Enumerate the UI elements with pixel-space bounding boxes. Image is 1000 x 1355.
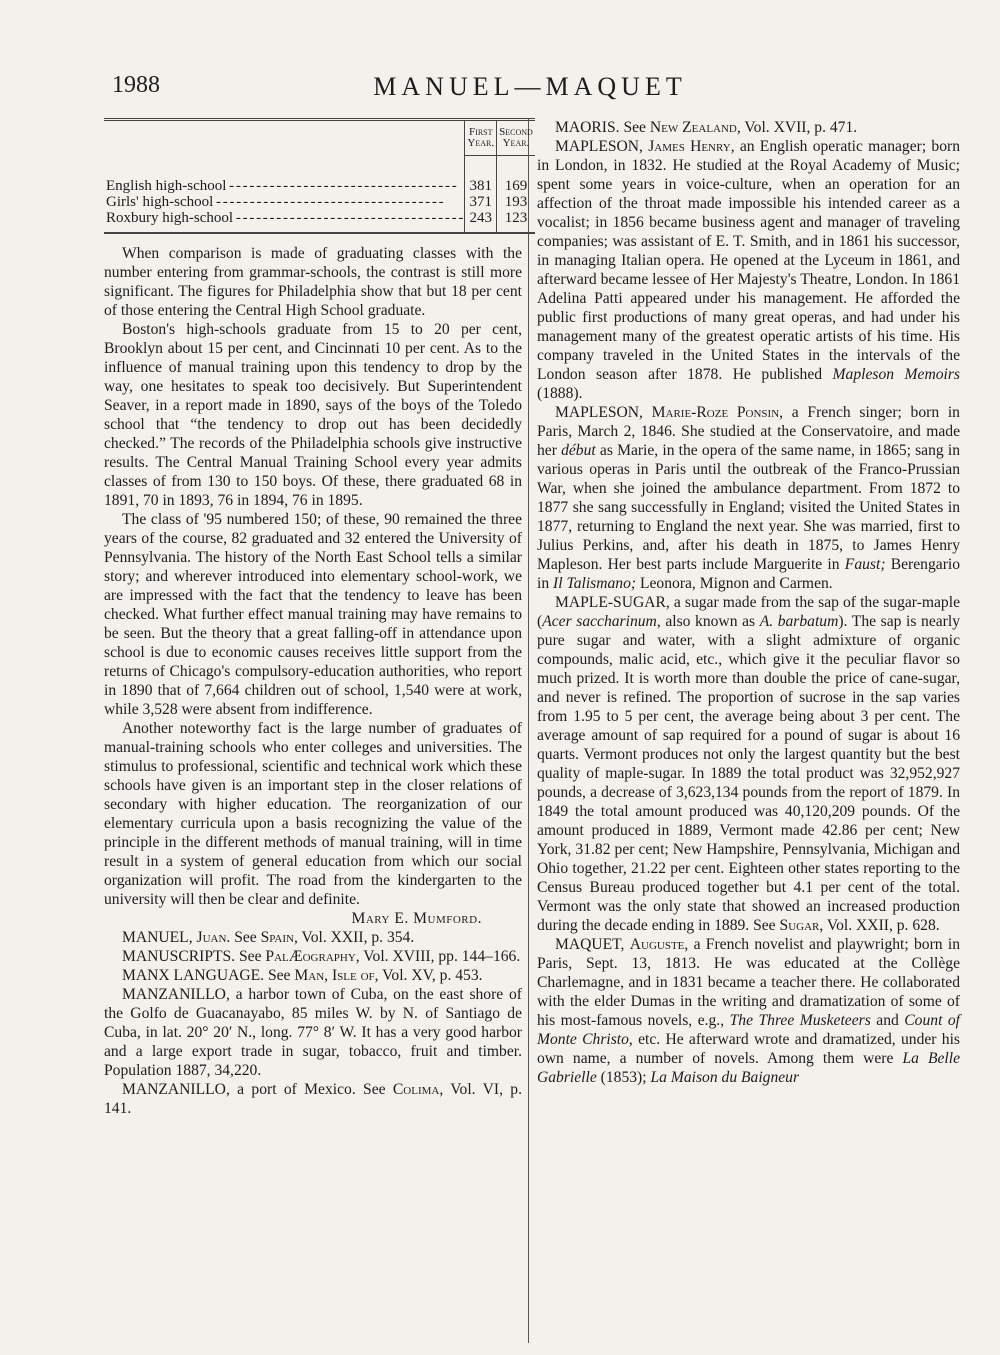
entry-mapleson-marie-roze: MAPLESON, Marie-Roze Ponsin, a French singer; born in Paris, March 2, 1846. She studied at the Conservatoire, and made her début as Marie, in the opera of the same name, in 1865; sang in various operas in Paris until the outbreak of the Franco-Prussian War, when she joined the ambulance department. From 1872 to 1877 she sang successfully in England; visited the United States in 1877, returning to England the next year. She was married, first to Julius Perkins, and, after his death in 1875, to James Henry Mapleson. Her best parts include Marguerite in Faust; Berengario in Il Talismano; Leonora, Mignon and Carmen. — [537, 404, 961, 592]
entry-manzanillo-mexico: MANZANILLO, a port of Mexico. See Colima, Vol. VI, p. 141. — [104, 1081, 522, 1117]
page-number: 1988 — [112, 72, 160, 98]
running-head: MANUEL—MAQUET — [373, 72, 687, 101]
entry-mapleson-james-henry: MAPLESON, James Henry, an English operatic manager; born in London, in 1832. He studied at the Royal Academy of Music; spent some years in voice-culture, when an operation for an affection of the throat made impossible his intended career as a vocalist; in 1856 became business agent and manager of traveling companies; was assistant of E. T. Smith, and in 1861 his successor, in managing Italian opera. He opened at the Lyceum in 1861, and afterward became lessee of Her Majesty's Theatre, London. In 1861 Adelina Patti appeared under his management. He afforded the public first productions of many great operas, and had under his management many of the greatest operatic artists of his time. His company traveled in the United States in the intervals of the London season after 1878. He published Mapleson Memoirs (1888). — [537, 138, 960, 402]
entry-manuscripts: MANUSCRIPTS. See PalÆography, Vol. XVIII, pp. 144–166. — [122, 948, 521, 965]
author-signature: Mary E. Mumford. — [351, 910, 482, 927]
table-row: Girls' high-school - - - 371 193 — [104, 194, 535, 210]
entry-manzanillo-cuba: MANZANILLO, a harbor town of Cuba, on the east shore of the Golfo de Guacanayabo, 85 miles W. by N. of Santiago de Cuba, in lat. 20° 20′ N., long. 77° 8′ W. It has a very good harbor and a large export trade in sugar, tobacco, fruit and timber. Population 1887, 34,220. — [104, 986, 522, 1079]
entry-manx-language: MANX LANGUAGE. See Man, Isle of, Vol. XV, p. 453. — [122, 967, 483, 984]
enrollment-table — [104, 118, 535, 234]
table-row: Roxbury high-school - - - 243 123 — [104, 210, 535, 226]
paragraph: When comparison is made of graduating classes with the number entering from grammar-schools, the contrast is still more significant. The figures for Philadelphia show that but 18 per cent of those entering the Central High School graduate. — [104, 245, 522, 319]
entry-manuel: MANUEL, Juan. See Spain, Vol. XXII, p. 354. — [122, 929, 415, 946]
table-header-second-year: Second Year. — [497, 120, 535, 156]
column-divider — [528, 118, 529, 1343]
paragraph: Another noteworthy fact is the large number of graduates of manual-training schools who enter colleges and universities. The stimulus to professional, scientific and technical work which these schools have given is an important step in the closer relations of secondary with higher education. The reorganization of our elementary curricula upon a basis recognizing the value of the principle in the different methods of manual training, will in time result in a system of general education from which our social organization will profit. The road from the kindergarten to the university will then be clear and definite. — [104, 720, 522, 908]
entry-maquet: MAQUET, Auguste, a French novelist and playwright; born in Paris, Sept. 13, 1813. He was educated at the Collège Charlemagne, and in 1831 became a teacher there. He collaborated with the elder Dumas in the writing and dramatization of some of his most-famous novels, e.g., The Three Musketeers and Count of Monte Christo, etc. He afterward wrote and dramatized, under his own name, a number of novels. Among them were La Belle Gabrielle (1853); La Maison du Baigneur — [537, 936, 961, 1086]
right-column — [537, 118, 960, 1087]
table-header-first-year: First Year. — [465, 120, 497, 156]
left-column — [104, 118, 533, 1118]
paragraph: The class of '95 numbered 150; of these, 90 remained the three years of the course, 82 graduated and 32 entered the University of Pennsylvania. The history of the North East School tells a similar story; and wherever introduced into elementary school-work, we are impressed with the fact that the tendency to leave has been checked. What further effect manual training may have remains to be seen. But the theory that a great falling-off in attendance upon school is due to economic causes receives little support from the returns of Chicago's compulsory-education authorities, who report in 1890 that of 7,664 children out of school, 1,540 were at work, while 3,528 were absent from indifference. — [104, 511, 522, 718]
table-row: English high-school - - - 381 169 — [104, 178, 535, 194]
entry-maoris: MAORIS. See New Zealand, Vol. XVII, p. 471. — [555, 119, 858, 136]
entry-maple-sugar: MAPLE-SUGAR, a sugar made from the sap of the sugar-maple (Acer saccharinum, also known as A. barbatum). The sap is nearly pure sugar and water, with a slight admixture of organic compounds, malic acid, etc., which give it the peculiar flavor so much prized. It is worth more than double the price of cane-sugar, and never is refined. The proportion of sucrose in the sap varies from 1.95 to 5 per cent, the average being about 3 per cent. The average amount of sap required for a pound of sugar is about 16 quarts. Vermont produces not only the largest quantity but the best quality of maple-sugar. In 1889 the total product was 32,952,927 pounds, a decrease of 3,623,134 pounds from the report of 1879. In 1849 the total amount produced was 40,120,209 pounds. Of the amount produced in 1889, Vermont made 42.86 per cent; New York, 31.82 per cent; New Hampshire, Pennsylvania, Michigan and Ohio together, 21.22 per cent. Eighteen other states reporting to the Census Bureau produced together but 4.1 per cent of the total. Vermont was the only state that showed an increased production during the decade ending in 1889. See Sugar, Vol. XXII, p. 628. — [537, 594, 960, 934]
page-header — [100, 72, 960, 112]
paragraph: Boston's high-schools graduate from 15 to 20 per cent, Brooklyn about 15 per cent, and Cincinnati 10 per cent. As to the influence of manual training upon this tendency to drop by the way, one hesitates to speak too decisively. But Superintendent Seaver, in a report made in 1890, says of the boys of the Toledo school that “the tendency to drop out has been decidedly checked.” The records of the Philadelphia schools give instructive results. The Central Manual Training School every year admits classes of from 130 to 150 boys. Of these, there graduated 68 in 1891, 70 in 1893, 76 in 1894, 76 in 1895. — [104, 321, 522, 509]
